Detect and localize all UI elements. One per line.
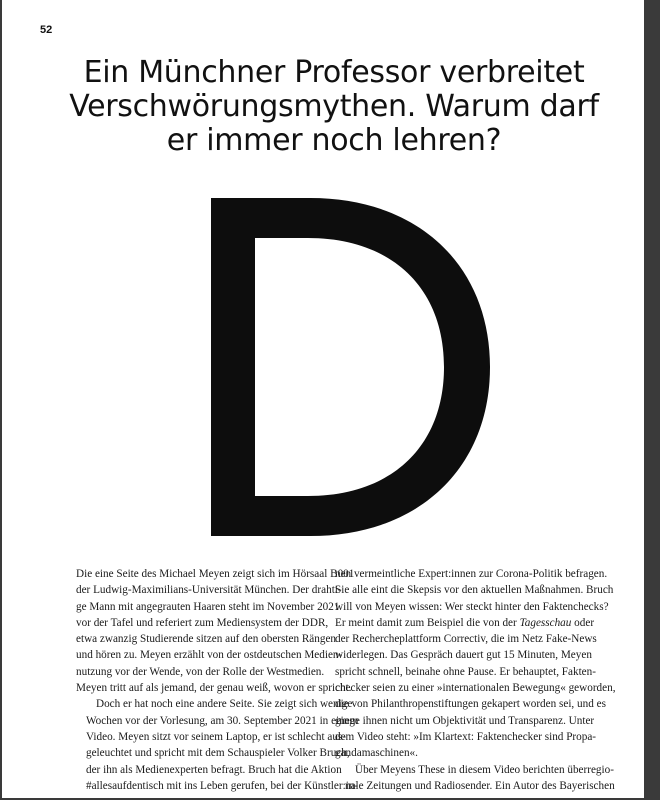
text-fragment: oder <box>571 616 595 629</box>
text-fragment: Er meint damit zum Beispiel die von der <box>335 616 520 629</box>
text-line: vor der Tafel und referiert zum Mediensystem der DDR, <box>76 616 329 629</box>
text-line: der Rechercheplattform Correctiv, die im Netz Fake-News <box>335 633 597 646</box>
article-column-right <box>335 566 616 794</box>
text-line: Video. Meyen sitzt vor seinem Laptop, er ist schlecht aus- <box>86 730 346 743</box>
text-line: Über Meyens These in diesem Video berichten überregio- <box>355 763 614 776</box>
text-line: spricht schnell, beinahe ohne Pause. Er behauptet, Fakten- <box>335 665 596 678</box>
text-line: checker seien zu einer »internationalen Bewegung« geworden, <box>335 682 616 695</box>
text-line: geleuchtet und spricht mit dem Schauspieler Volker Bruch, <box>86 747 350 760</box>
paragraph <box>76 696 359 794</box>
page-number: 52 <box>40 24 53 36</box>
text-line: der ihn als Medienexperten befragt. Bruch hat die Aktion <box>86 763 342 776</box>
paragraph <box>76 566 355 696</box>
magazine-page <box>2 0 644 798</box>
paragraph <box>335 762 615 795</box>
text-line: und hören zu. Meyen erzählt von der ostdeutschen Medien- <box>76 649 343 662</box>
drop-cap-letter-shape <box>198 198 498 536</box>
text-line: widerlegen. Das Gespräch dauert gut 15 Minuten, Meyen <box>335 649 592 662</box>
headline-line: Ein Münchner Professor verbreitet <box>83 55 585 90</box>
article-body <box>76 566 616 798</box>
headline-line: Verschwörungsmythen. Warum darf <box>69 89 599 124</box>
text-line: Wochen vor der Vorlesung, am 30. September 2021 in einem <box>86 714 359 727</box>
text-line: nutzung vor der Wende, von der Rolle der Westmedien. <box>76 665 325 678</box>
text-line: #allesaufdentisch mit ins Leben gerufen, bei der Künstler:in- <box>86 779 359 792</box>
text-line: Sie alle eint die Skepsis vor den aktuellen Maßnahmen. Bruch <box>335 584 614 597</box>
text-line: der Ludwig-Maximilians-Universität München. Der drahti- <box>76 584 342 597</box>
italic-term: Tagesschau <box>519 616 572 629</box>
text-line: Meyen tritt auf als jemand, der genau weiß, wovon er spricht. <box>76 682 352 695</box>
text-line: ginge ihnen nicht um Objektivität und Transparenz. Unter <box>335 714 595 727</box>
article-headline <box>42 56 626 158</box>
text-line: dem Video steht: »Im Klartext: Faktenchecker sind Propa- <box>335 730 597 743</box>
text-line <box>335 615 595 631</box>
text-line: Doch er hat noch eine andere Seite. Sie zeigt sich wenige <box>96 698 353 711</box>
text-line: gandamaschinen«. <box>335 747 418 760</box>
text-line: nen vermeintliche Expert:innen zur Corona-Politik befragen. <box>335 568 608 580</box>
text-line: Die eine Seite des Michael Meyen zeigt sich im Hörsaal B001 <box>76 568 355 580</box>
headline-line: er immer noch lehren? <box>166 123 502 158</box>
text-line: ge Mann mit angegrauten Haaren steht im November 2021 <box>76 600 340 613</box>
text-line: etwa zwanzig Studierende sitzen auf den obersten Rängen <box>76 633 337 646</box>
drop-cap <box>198 198 498 536</box>
paragraph <box>335 566 616 762</box>
text-line: will von Meyen wissen: Wer steckt hinter den Faktenchecks? <box>335 600 609 613</box>
text-line: die von Philanthropenstiftungen gekapert worden sei, und es <box>335 698 606 711</box>
text-line: nale Zeitungen und Radiosender. Ein Autor des Bayerischen <box>345 779 615 792</box>
article-column-left <box>76 566 359 794</box>
